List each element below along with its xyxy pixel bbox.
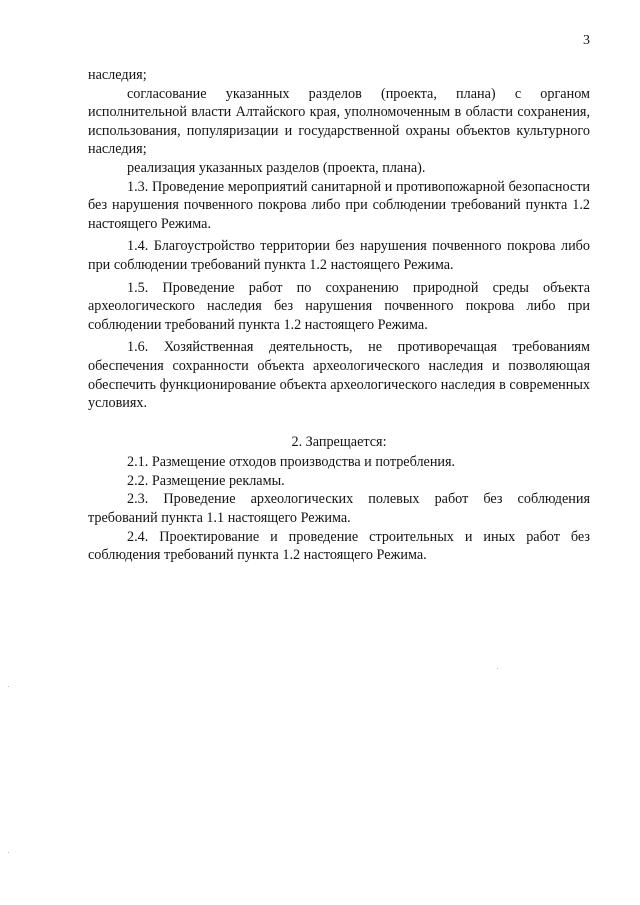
clause-1-4: 1.4. Благоустройство территории без нарушения почвенного покрова либо при соблюдении требований пункта 1.2 настоящего Режима. [88, 238, 590, 273]
continued-paragraph: наследия; [88, 67, 147, 83]
clause-1-3: 1.3. Проведение мероприятий санитарной и противопожарной безопасности без нарушения почвенного покрова либо при соблюдении требований пункта 1.2 настоящего Режима. [88, 178, 590, 232]
scan-speck [497, 668, 498, 669]
scan-speck [8, 686, 9, 687]
document-body [88, 66, 590, 565]
scan-speck [8, 852, 9, 853]
clause-2-2: 2.2. Размещение рекламы. [127, 472, 285, 489]
paragraph-implementation: реализация указанных разделов (проекта, плана). [127, 159, 426, 176]
clause-2-1: 2.1. Размещение отходов производства и потребления. [127, 454, 456, 471]
clause-2-3: 2.3. Проведение археологических полевых работ без соблюдения требований пункта 1.1 настоящего Режима. [88, 491, 590, 527]
page-number: 3 [583, 33, 590, 48]
paragraph-approval: согласование указанных разделов (проекта, плана) с органом исполнительной власти Алтайского края, уполномоченным в области сохранения, использования, популяризации и государственной охраны объектов культурного наследия; [88, 85, 590, 158]
clause-1-5: 1.5. Проведение работ по сохранению природной среды объекта археологического наследия без нарушения почвенного покрова либо при соблюдении требований пункта 1.2 настоящего Режима. [88, 279, 590, 333]
clause-1-6: 1.6. Хозяйственная деятельность, не противоречащая требованиям обеспечения сохранности объекта археологического наследия и позволяющая обеспечить функционирование объекта археологического наследия в современных условиях. [88, 339, 590, 412]
clause-2-4: 2.4. Проектирование и проведение строительных и иных работ без соблюдения требований пункта 1.2 настоящего Режима. [88, 528, 590, 564]
section-2-heading: 2. Запрещается: [291, 433, 387, 450]
